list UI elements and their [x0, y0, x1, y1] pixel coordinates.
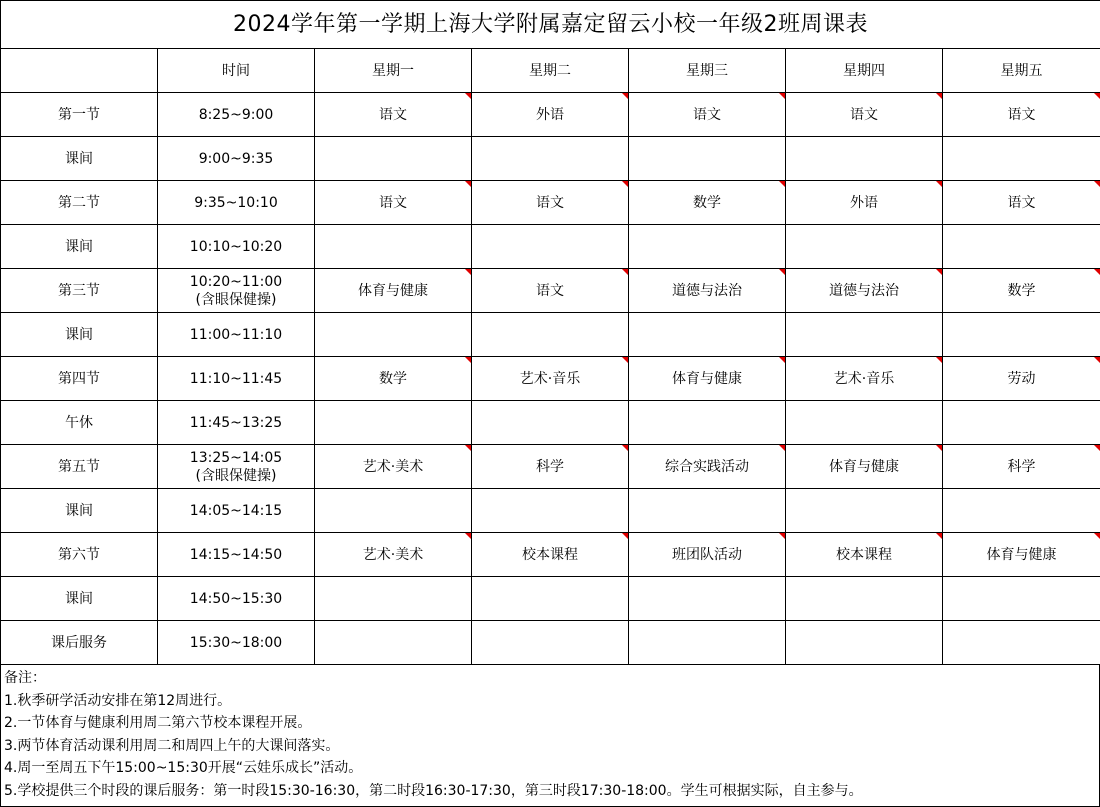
comment-marker-icon	[1094, 181, 1100, 187]
schedule-cell[interactable]	[629, 137, 786, 181]
table-row	[1, 269, 1100, 313]
period-label-cell[interactable]: 第五节	[1, 445, 158, 489]
subject-label: 道德与法治	[829, 282, 899, 299]
period-time: 10:10~10:20	[189, 238, 283, 255]
schedule-cell[interactable]	[315, 401, 472, 445]
subject-label: 外语	[850, 194, 878, 211]
schedule-cell[interactable]	[472, 93, 629, 137]
schedule-cell[interactable]	[943, 401, 1100, 445]
schedule-cell[interactable]	[315, 181, 472, 225]
subject-label: 数学	[1007, 282, 1036, 299]
subject-label: 道德与法治	[672, 282, 742, 299]
period-time-cell[interactable]	[158, 489, 315, 533]
schedule-cell[interactable]	[943, 313, 1100, 357]
comment-marker-icon	[622, 93, 628, 99]
subject-label: 语文	[536, 194, 564, 211]
period-time: 9:00~9:35	[198, 150, 274, 167]
schedule-cell[interactable]	[943, 225, 1100, 269]
period-time: 14:15~14:50	[189, 546, 283, 563]
schedule-cell[interactable]	[472, 225, 629, 269]
page-title: 2024学年第一学期上海大学附属嘉定留云小校一年级2班周课表	[233, 11, 869, 37]
schedule-cell[interactable]	[472, 357, 629, 401]
schedule-cell[interactable]	[629, 621, 786, 665]
schedule-cell[interactable]	[786, 181, 943, 225]
subject-label: 语文	[850, 106, 878, 123]
schedule-cell[interactable]	[786, 577, 943, 621]
subject-label: 校本课程	[836, 546, 892, 563]
header-day-tuesday[interactable]: 星期二	[472, 49, 629, 93]
note-item-4: 4.周一至周五下午15:00~15:30开展“云娃乐成长”活动。	[4, 760, 363, 776]
comment-marker-icon	[465, 445, 471, 451]
comment-marker-icon	[779, 269, 785, 275]
subject-label: 艺术·美术	[362, 546, 424, 563]
period-label-cell[interactable]: 第二节	[1, 181, 158, 225]
subject-label: 劳动	[1007, 370, 1036, 387]
table-row	[1, 313, 1100, 357]
page-title-cell[interactable]	[1, 1, 1100, 49]
comment-marker-icon	[465, 533, 471, 539]
schedule-cell[interactable]	[315, 137, 472, 181]
schedule-cell[interactable]	[315, 577, 472, 621]
schedule-cell[interactable]	[629, 489, 786, 533]
schedule-cell[interactable]	[315, 225, 472, 269]
header-day-thursday[interactable]: 星期四	[786, 49, 943, 93]
comment-marker-icon	[622, 181, 628, 187]
schedule-cell[interactable]	[786, 533, 943, 577]
comment-marker-icon	[779, 181, 785, 187]
schedule-cell[interactable]	[472, 313, 629, 357]
subject-label: 体育与健康	[672, 370, 742, 387]
period-time: 9:35~10:10	[194, 194, 278, 211]
comment-marker-icon	[779, 93, 785, 99]
table-row	[1, 137, 1100, 181]
comment-marker-icon	[622, 357, 628, 363]
comment-marker-icon	[1094, 357, 1100, 363]
period-time-note: (含眼保健操)	[195, 467, 277, 484]
schedule-cell[interactable]	[943, 621, 1100, 665]
table-row	[1, 533, 1100, 577]
note-item-2: 2.一节体育与健康利用周二第六节校本课程开展。	[4, 715, 312, 731]
subject-label: 艺术·音乐	[833, 370, 895, 387]
comment-marker-icon	[465, 357, 471, 363]
comment-marker-icon	[936, 357, 942, 363]
comment-marker-icon	[622, 269, 628, 275]
table-row	[1, 357, 1100, 401]
period-time: 14:50~15:30	[189, 590, 283, 607]
table-row	[1, 181, 1100, 225]
schedule-cell[interactable]	[943, 269, 1100, 313]
period-time-cell[interactable]	[158, 313, 315, 357]
schedule-cell[interactable]	[629, 269, 786, 313]
subject-label: 语文	[379, 194, 407, 211]
schedule-cell[interactable]	[786, 93, 943, 137]
period-time-note: (含眼保健操)	[195, 291, 277, 308]
schedule-cell[interactable]	[472, 269, 629, 313]
schedule-cell[interactable]	[629, 181, 786, 225]
note-item-1: 1.秋季研学活动安排在第12周进行。	[4, 692, 232, 709]
comment-marker-icon	[779, 445, 785, 451]
schedule-cell[interactable]	[786, 269, 943, 313]
subject-label: 体育与健康	[829, 458, 899, 475]
note-item-5: 5.学校提供三个时段的课后服务：第一时段15:30-16:30，第二时段16:30-17:30，第三时段17:30-18:00。学生可根据实际，自主参与。	[4, 782, 863, 799]
schedule-cell[interactable]	[786, 621, 943, 665]
header-row	[1, 49, 1100, 93]
period-time: 14:05~14:15	[189, 502, 283, 519]
schedule-cell[interactable]	[315, 533, 472, 577]
schedule-cell[interactable]	[315, 489, 472, 533]
subject-label: 校本课程	[522, 546, 578, 563]
period-time: 15:30~18:00	[189, 634, 283, 651]
header-time-cell[interactable]: 时间	[158, 49, 315, 93]
period-label-cell[interactable]: 课间	[1, 313, 158, 357]
period-time-cell[interactable]	[158, 401, 315, 445]
subject-label: 体育与健康	[358, 282, 428, 299]
comment-marker-icon	[1094, 533, 1100, 539]
comment-marker-icon	[622, 533, 628, 539]
subject-label: 语文	[536, 282, 564, 299]
schedule-cell[interactable]	[629, 445, 786, 489]
schedule-cell[interactable]	[472, 181, 629, 225]
subject-label: 科学	[536, 458, 564, 475]
comment-marker-icon	[1094, 445, 1100, 451]
schedule-cell[interactable]	[315, 621, 472, 665]
schedule-cell[interactable]	[943, 489, 1100, 533]
schedule-cell[interactable]	[472, 621, 629, 665]
schedule-cell[interactable]	[315, 269, 472, 313]
period-time-cell[interactable]	[158, 225, 315, 269]
schedule-cell[interactable]	[943, 181, 1100, 225]
subject-label: 体育与健康	[986, 546, 1057, 563]
header-day-friday[interactable]: 星期五	[943, 49, 1100, 93]
schedule-cell[interactable]	[786, 313, 943, 357]
comment-marker-icon	[465, 181, 471, 187]
table-row	[1, 621, 1100, 665]
period-time: 8:25~9:00	[198, 106, 274, 123]
period-label-cell[interactable]: 午休	[1, 401, 158, 445]
subject-label: 数学	[379, 370, 407, 387]
comment-marker-icon	[1094, 93, 1100, 99]
schedule-cell[interactable]	[472, 577, 629, 621]
schedule-cell[interactable]	[943, 137, 1100, 181]
subject-label: 综合实践活动	[665, 458, 749, 475]
period-time-cell[interactable]	[158, 93, 315, 137]
comment-marker-icon	[779, 533, 785, 539]
subject-label: 语文	[693, 106, 721, 123]
schedule-cell[interactable]	[943, 357, 1100, 401]
subject-label: 语文	[379, 106, 407, 123]
schedule-cell[interactable]	[786, 225, 943, 269]
period-label-cell[interactable]: 课间	[1, 577, 158, 621]
schedule-cell[interactable]	[943, 93, 1100, 137]
period-label-cell[interactable]: 第四节	[1, 357, 158, 401]
subject-label: 艺术·音乐	[519, 370, 581, 387]
comment-marker-icon	[779, 357, 785, 363]
subject-label: 外语	[536, 106, 564, 123]
period-label-cell[interactable]: 课间	[1, 137, 158, 181]
period-label-cell[interactable]: 第三节	[1, 269, 158, 313]
schedule-cell[interactable]	[472, 533, 629, 577]
comment-marker-icon	[936, 93, 942, 99]
comment-marker-icon	[936, 269, 942, 275]
comment-marker-icon	[465, 269, 471, 275]
comment-marker-icon	[936, 181, 942, 187]
schedule-cell[interactable]	[629, 357, 786, 401]
note-item-3: 3.两节体育活动课利用周二和周四上午的大课间落实。	[4, 737, 340, 754]
schedule-cell[interactable]	[943, 533, 1100, 577]
subject-label: 语文	[1007, 106, 1036, 123]
schedule-cell[interactable]	[943, 445, 1100, 489]
schedule-cell[interactable]	[786, 445, 943, 489]
comment-marker-icon	[936, 533, 942, 539]
subject-label: 班团队活动	[672, 546, 742, 563]
period-label-cell[interactable]: 课间	[1, 225, 158, 269]
subject-label: 语文	[1007, 194, 1036, 211]
schedule-cell[interactable]	[943, 577, 1100, 621]
period-time-cell[interactable]	[158, 137, 315, 181]
period-time: 11:10~11:45	[189, 370, 283, 387]
table-row	[1, 489, 1100, 533]
period-time-cell[interactable]	[158, 533, 315, 577]
notes-section[interactable]	[0, 665, 1100, 807]
header-corner-cell[interactable]	[1, 49, 158, 93]
schedule-cell[interactable]	[629, 401, 786, 445]
period-label-cell[interactable]: 第六节	[1, 533, 158, 577]
period-time-cell[interactable]	[158, 357, 315, 401]
header-day-monday[interactable]: 星期一	[315, 49, 472, 93]
notes-heading: 备注：	[4, 670, 46, 686]
schedule-cell[interactable]	[786, 401, 943, 445]
schedule-cell[interactable]	[315, 313, 472, 357]
comment-marker-icon	[465, 93, 471, 99]
schedule-cell[interactable]	[472, 137, 629, 181]
table-row	[1, 445, 1100, 489]
subject-label: 艺术·美术	[362, 458, 424, 475]
table-row	[1, 93, 1100, 137]
schedule-cell[interactable]	[315, 357, 472, 401]
period-time: 11:00~11:10	[189, 326, 283, 343]
table-row	[1, 225, 1100, 269]
period-label-cell[interactable]: 课间	[1, 489, 158, 533]
period-time-cell[interactable]	[158, 181, 315, 225]
period-time-cell[interactable]	[158, 269, 315, 313]
period-time-cell[interactable]	[158, 445, 315, 489]
schedule-cell[interactable]	[315, 445, 472, 489]
schedule-cell[interactable]	[315, 93, 472, 137]
schedule-cell[interactable]	[629, 533, 786, 577]
schedule-cell[interactable]	[786, 357, 943, 401]
schedule-cell[interactable]	[472, 489, 629, 533]
period-time-cell[interactable]	[158, 621, 315, 665]
schedule-cell[interactable]	[629, 313, 786, 357]
table-row	[1, 577, 1100, 621]
comment-marker-icon	[936, 445, 942, 451]
period-time-cell[interactable]	[158, 577, 315, 621]
comment-marker-icon	[1094, 269, 1100, 275]
schedule-cell[interactable]	[472, 401, 629, 445]
comment-marker-icon	[622, 445, 628, 451]
schedule-cell[interactable]	[472, 445, 629, 489]
header-day-wednesday[interactable]: 星期三	[629, 49, 786, 93]
period-time: 13:25~14:05	[189, 449, 283, 466]
schedule-cell[interactable]	[786, 137, 943, 181]
schedule-cell[interactable]	[629, 577, 786, 621]
period-label-cell[interactable]: 课后服务	[1, 621, 158, 665]
subject-label: 科学	[1007, 458, 1036, 475]
subject-label: 数学	[693, 194, 721, 211]
schedule-cell[interactable]	[629, 93, 786, 137]
schedule-cell[interactable]	[629, 225, 786, 269]
schedule-cell[interactable]	[786, 489, 943, 533]
period-time: 10:20~11:00	[189, 273, 283, 290]
table-row	[1, 401, 1100, 445]
period-label-cell[interactable]: 第一节	[1, 93, 158, 137]
period-time: 11:45~13:25	[189, 414, 283, 431]
